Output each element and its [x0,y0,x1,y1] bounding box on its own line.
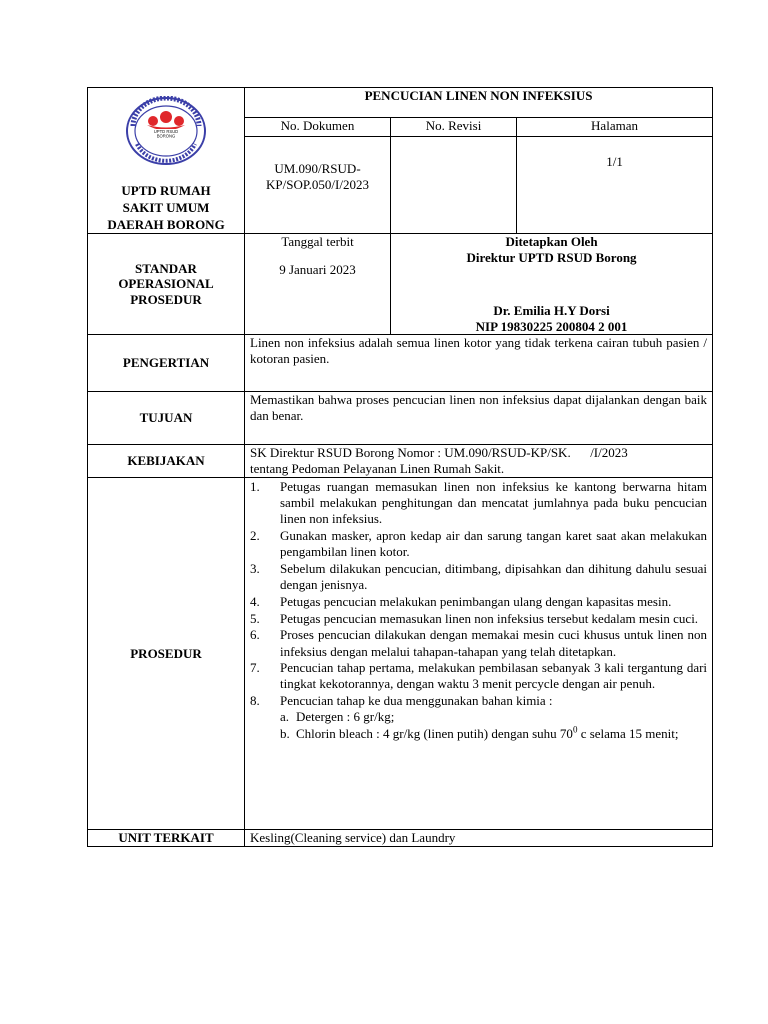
sop-label-line: PROSEDUR [130,291,202,307]
approval-cell [391,234,713,335]
prosedur-label: PROSEDUR [88,478,245,830]
col-header-halaman: Halaman [517,118,713,137]
institution-line: DAERAH BORONG [107,217,225,232]
approval-by: Ditetapkan Oleh [505,234,598,249]
kebijakan-label: KEBIJAKAN [88,445,245,478]
col-header-revisi: No. Revisi [391,118,517,137]
svg-text:BORONG: BORONG [156,133,176,139]
approver-name: Dr. Emilia H.Y Dorsi [493,303,610,318]
pengertian-label: PENGERTIAN [88,335,245,392]
procedure-step: 2. Gunakan masker, apron kedap air dan sarung tangan karet saat akan melakukan pengambilan linen kotor. [250,528,708,560]
pengertian-text: Linen non infeksius adalah semua linen kotor yang tidak terkena cairan tubuh pasien / kotoran pasien. [245,335,713,392]
issue-label: Tanggal terbit [281,234,354,249]
doc-page: 1/1 [517,137,713,234]
issue-cell [245,234,391,335]
tujuan-label: TUJUAN [88,392,245,445]
procedure-step: 1. Petugas ruangan memasukan linen non infeksius ke kantong berwarna hitam sambil melakukan penghitungan dan mencatat jumlahnya pada buku pencucian linen non infeksius. [250,479,708,527]
kebijakan-line: tentang Pedoman Pelayanan Linen Rumah Sakit. [250,460,505,476]
procedure-step: 5. Petugas pencucian memasukan linen non infeksius tersebut kedalam mesin cuci. [250,610,699,626]
institution-cell [88,88,245,234]
chemical-item: b. Chlorin bleach : 4 gr/kg (linen putih) dengan suhu $70^0$ c selama 15 menit; [280,724,679,742]
doc-number: UM.090/RSUD-KP/SOP.050/I/2023 [245,137,391,234]
unit-terkait-label: UNIT TERKAIT [88,830,245,847]
procedure-step: 3. Sebelum dilakukan pencucian, ditimbang, dipisahkan dan dihitung dahulu sesuai dengan jenisnya. [250,561,708,593]
sop-table [87,87,713,847]
procedure-list [250,479,707,742]
kebijakan-line: SK Direktur RSUD Borong Nomor : UM.090/RSUD-KP/SK. /I/2023 [250,445,628,460]
issue-date: 9 Januari 2023 [279,261,356,277]
prosedur-cell [245,478,713,830]
procedure-step: 4. Petugas pencucian melakukan penimbangan ulang dengan kapasitas mesin. [250,593,672,609]
chemical-list [280,709,707,742]
institution-line: UPTD RUMAH [121,183,211,198]
procedure-step: 7. Pencucian tahap pertama, melakukan pembilasan sebanyak 3 kali tergantung dari tingkat kekotorannya, dengan waktu 3 menit percycle dengan air penuh. [250,660,708,692]
svg-text:UPTD RSUD: UPTD RSUD [153,129,179,134]
procedure-step: 8. Pencucian tahap ke dua menggunakan bahan kimia : a. Detergen : 6 gr/kg; b. Chlorin bleach : 4 gr/kg (linen putih) dengan suhu $70^0$ c selama 15 menit; [250,693,707,742]
unit-terkait-text: Kesling(Cleaning service) dan Laundry [245,830,713,847]
hospital-logo [125,96,207,166]
doc-revision [391,137,517,234]
approver-nip: NIP 19830225 200804 2 001 [475,318,628,334]
document-title: PENCUCIAN LINEN NON INFEKSIUS [245,88,713,118]
sop-label-cell [88,234,245,335]
kebijakan-cell [245,445,713,478]
tujuan-text: Memastikan bahwa proses pencucian linen non infeksius dapat dijalankan dengan baik dan benar. [245,392,713,445]
col-header-dokumen: No. Dokumen [245,118,391,137]
chemical-item: a. Detergen : 6 gr/kg; [280,709,395,725]
approval-position: Direktur UPTD RSUD Borong [466,249,637,265]
sop-label-line: STANDAR [135,260,197,276]
procedure-step: 6. Proses pencucian dilakukan dengan memakai mesin cuci khusus untuk linen non infeksius dengan melalui tahapan-tahapan yang telah ditetapkan. [250,627,708,659]
institution-line: SAKIT UMUM [122,200,210,215]
sop-label-line: OPERASIONAL [118,276,214,292]
